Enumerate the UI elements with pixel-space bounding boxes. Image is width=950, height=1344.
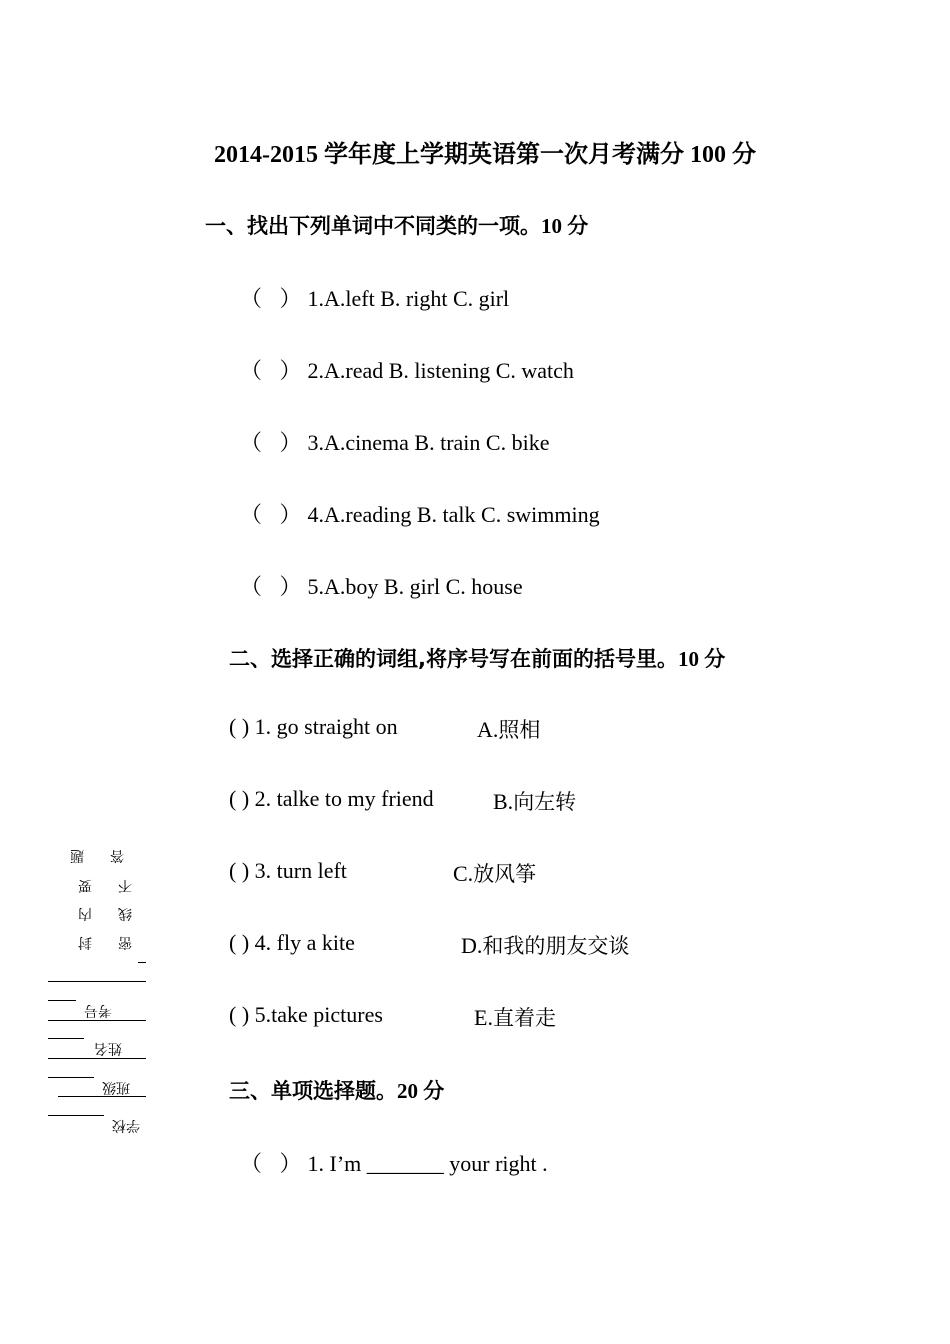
question-text: 1.A.left B. right C. girl [307,286,510,311]
s2-option-a [477,714,540,744]
exam-number-label: 考号 [84,1002,112,1018]
option-text: 向左转 [513,790,577,814]
section-1-score: 10 分 [541,214,589,238]
s2-question-2: ( ) 2. talke to my friend [229,786,434,811]
option-text: 照相 [498,718,541,742]
answer-blank[interactable]: （ ） [240,358,308,383]
option-letter: B. [493,789,514,814]
section-3-heading-text: 三、单项选择题。 [229,1079,397,1103]
binding-margin [40,840,160,1140]
question-text: 3.A.cinema B. train C. bike [307,430,550,455]
school-field[interactable] [48,1115,104,1116]
s2-question-1: ( ) 1. go straight on [229,714,398,739]
answer-blank[interactable]: （ ） [240,1151,308,1176]
name-field[interactable] [48,1058,146,1059]
seal-char: 要 [78,877,92,893]
question-text: 1. I’m _______ your right . [307,1151,548,1176]
seal-char: 密 [118,934,132,950]
section-1-heading [205,210,588,240]
s3-question-1 [240,1147,548,1178]
s2-option-b [493,786,576,816]
answer-blank[interactable]: （ ） [240,502,308,527]
school-label: 学校 [112,1117,140,1133]
s1-question-2 [240,354,574,385]
s1-question-1 [240,282,509,313]
field-line [48,1077,94,1078]
s1-question-3 [240,426,549,457]
seal-line-tick [138,962,146,963]
seal-char: 不 [118,877,132,893]
class-label: 班级 [102,1079,130,1095]
option-letter: A. [477,717,499,742]
answer-blank[interactable]: （ ） [240,430,308,455]
seal-char: 内 [78,905,92,921]
s2-option-d [461,930,629,960]
answer-blank[interactable]: （ ） [240,574,308,599]
section-3-heading [229,1075,444,1105]
seal-char: 题 [70,847,84,863]
s2-option-c [453,858,536,888]
field-line [48,1038,84,1039]
option-letter: D. [461,933,483,958]
field-line [48,1000,76,1001]
seal-char: 答 [110,847,124,863]
option-letter: C. [453,861,474,886]
name-label: 姓名 [94,1040,122,1056]
section-3-score: 20 分 [397,1079,445,1103]
s2-question-4: ( ) 4. fly a kite [229,930,355,955]
seal-char: 封 [78,934,92,950]
answer-blank[interactable]: （ ） [240,286,308,311]
exam-number-field[interactable] [48,1020,146,1021]
class-field[interactable] [58,1096,146,1097]
section-1-heading-text: 一、找出下列单词中不同类的一项。 [205,214,541,238]
option-text: 放风筝 [473,862,537,886]
option-text: 和我的朋友交谈 [482,934,630,958]
question-text: 2.A.read B. listening C. watch [307,358,574,383]
section-2-heading [229,643,725,673]
option-text: 直着走 [492,1006,556,1030]
question-text: 5.A.boy B. girl C. house [307,574,523,599]
section-2-score: 10 分 [677,647,726,671]
option-letter: E. [474,1005,493,1030]
s2-question-3: ( ) 3. turn left [229,858,347,883]
question-text: 4.A.reading B. talk C. swimming [307,502,600,527]
seal-char: 线 [118,905,132,921]
section-2-heading-text: 二、选择正确的词组,将序号写在前面的括号里。 [229,647,678,671]
s2-option-e [474,1002,556,1032]
s1-question-4 [240,498,600,529]
s2-question-5: ( ) 5.take pictures [229,1002,383,1027]
seal-line [48,981,146,982]
s1-question-5 [240,570,523,601]
page-title: 2014-2015 学年度上学期英语第一次月考满分 100 分 [214,142,756,168]
